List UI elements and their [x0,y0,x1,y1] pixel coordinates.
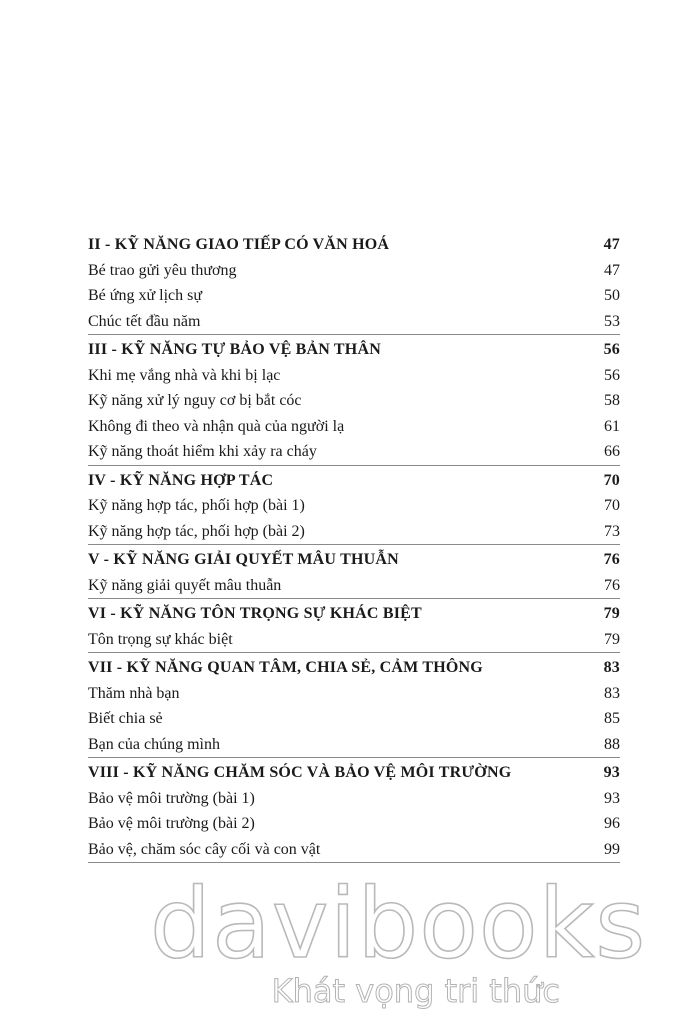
toc-entry-title: Khi mẹ vắng nhà và khi bị lạc [88,366,281,384]
toc-entry-title: Bảo vệ, chăm sóc cây cối và con vật [88,840,321,858]
toc-section-title: V - KỸ NĂNG GIẢI QUYẾT MÂU THUẪN [88,551,399,568]
toc-section-heading [88,601,620,627]
toc-section [88,232,620,335]
toc-entry-page: 56 [604,366,620,384]
table-of-contents [88,232,620,863]
toc-entry-title: Bạn của chúng mình [88,735,220,753]
toc-section-heading [88,760,620,786]
toc-entry [88,627,620,653]
toc-entry-title: Kỹ năng giải quyết mâu thuẫn [88,576,282,594]
toc-section-page: 83 [603,659,620,676]
toc-section-title: IV - KỸ NĂNG HỢP TÁC [88,471,274,489]
toc-entry-title: Kỹ năng hợp tác, phối hợp (bài 2) [88,522,305,540]
toc-section-page: 79 [603,605,620,622]
toc-entry-page: 85 [604,710,620,727]
toc-entry-page: 66 [604,443,620,460]
toc-entry [88,681,620,707]
toc-section-page: 56 [603,341,620,358]
toc-entry [88,363,620,389]
toc-entry [88,573,620,599]
toc-entry-page: 50 [604,287,620,304]
toc-entry-page: 88 [604,735,620,753]
toc-entry-title: Bảo vệ môi trường (bài 1) [88,789,255,807]
toc-entry-page: 99 [604,840,620,858]
toc-entry [88,811,620,837]
watermark-slogan: Khát vọng tri thức [271,972,560,1010]
toc-section [88,655,620,758]
toc-entry-title: Chúc tết đầu năm [88,312,201,330]
toc-section-title: VIII - KỸ NĂNG CHĂM SÓC VÀ BẢO VỆ MÔI TRƯỜNG [88,764,512,781]
toc-entry-page: 70 [604,497,620,514]
toc-section [88,468,620,546]
toc-entry-page: 93 [604,789,620,807]
toc-entry-title: Không đi theo và nhận quà của người lạ [88,417,345,435]
toc-section-title: III - KỸ NĂNG TỰ BẢO VỆ BẢN THÂN [88,341,381,358]
toc-entry-page: 47 [604,261,620,279]
toc-section-page: 93 [603,764,620,781]
toc-section-heading [88,547,620,573]
toc-entry-page: 83 [604,684,620,702]
toc-entry-page: 73 [604,522,620,540]
toc-entry [88,258,620,284]
toc-section-heading [88,232,620,258]
toc-entry-title: Biết chia sẻ [88,710,163,727]
toc-section-title: VII - KỸ NĂNG QUAN TÂM, CHIA SẺ, CẢM THÔNG [88,659,483,676]
toc-section-title: II - KỸ NĂNG GIAO TIẾP CÓ VĂN HOÁ [88,236,390,253]
toc-entry [88,283,620,309]
toc-entry [88,732,620,758]
toc-section-page: 47 [603,236,620,253]
toc-section-heading [88,468,620,494]
toc-section-title: VI - KỸ NĂNG TÔN TRỌNG SỰ KHÁC BIỆT [88,605,422,622]
toc-section [88,601,620,653]
toc-entry [88,439,620,465]
toc-entry [88,837,620,863]
toc-section [88,337,620,466]
toc-section [88,547,620,599]
toc-entry-page: 61 [604,417,620,435]
toc-entry-title: Kỹ năng hợp tác, phối hợp (bài 1) [88,497,305,514]
toc-entry-title: Tôn trọng sự khác biệt [88,630,233,648]
toc-entry-title: Bé trao gửi yêu thương [88,261,237,279]
toc-entry [88,309,620,335]
toc-section-page: 70 [603,471,620,489]
toc-entry-page: 53 [604,312,620,330]
toc-entry [88,493,620,519]
toc-entry-title: Kỹ năng thoát hiểm khi xảy ra cháy [88,443,317,460]
watermark-brand: davibooks [150,868,647,980]
toc-entry-title: Bé ứng xử lịch sự [88,287,203,304]
toc-entry-page: 58 [604,392,620,409]
toc-entry-title: Kỹ năng xử lý nguy cơ bị bắt cóc [88,392,302,409]
toc-section-heading [88,655,620,681]
toc-section-heading [88,337,620,363]
toc-entry [88,706,620,732]
toc-entry-title: Bảo vệ môi trường (bài 2) [88,815,255,832]
toc-entry-page: 79 [604,630,620,648]
toc-entry-page: 96 [604,815,620,832]
toc-entry-title: Thăm nhà bạn [88,684,180,702]
toc-section-page: 76 [603,551,620,568]
toc-entry-page: 76 [604,576,620,594]
toc-entry [88,519,620,545]
toc-section [88,760,620,863]
toc-entry [88,414,620,440]
toc-entry [88,388,620,414]
toc-entry [88,786,620,812]
